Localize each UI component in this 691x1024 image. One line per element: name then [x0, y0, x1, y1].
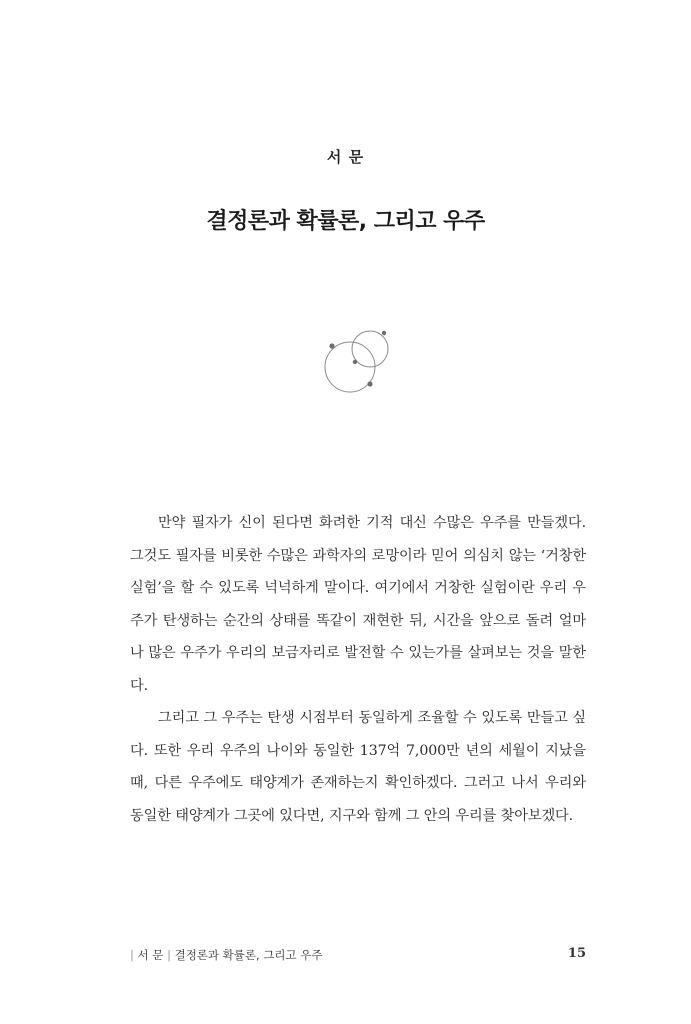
page-number: 15 [567, 946, 586, 961]
ornament-dot [329, 343, 334, 348]
section-label: 서 문 [326, 148, 365, 166]
footer-divider: | [167, 948, 171, 962]
ornament-dot [367, 381, 372, 386]
running-footer [130, 947, 323, 963]
body-text [130, 507, 586, 832]
chapter-title: 결정론과 확률론, 그리고 우주 [206, 209, 485, 234]
footer-divider: | [130, 948, 134, 962]
paragraph: 그리고 그 우주는 탄생 시점부터 동일하게 조율할 수 있도록 만들고 싶다. 또한 우리 우주의 나이와 동일한 137억 7,000만 년의 세월이 지났을 때, 다른 우주에도 태양계가 존재하는지 확인하겠다. 그러고 나서 우리와 동일한 태양계가 그곳에 있다면, 지구와 함께 그 안의 우리를 찾아보겠다. [130, 710, 586, 824]
ornament-circle-small [352, 331, 388, 367]
circles-ornament [318, 322, 394, 396]
footer-chapter-title: 결정론과 확률론, 그리고 우주 [174, 948, 323, 962]
ornament-dot [382, 331, 386, 335]
ornament-dot [353, 360, 357, 364]
footer-section-label: 서 문 [137, 948, 164, 962]
paragraph: 만약 필자가 신이 된다면 화려한 기적 대신 수많은 우주를 만들겠다. 그것도 필자를 비롯한 수많은 과학자의 로망이라 믿어 의심치 않는 ‘거창한 실험’을 할 수 있도록 넉넉하게 말이다. 여기에서 거창한 실험이란 우리 우주가 탄생하는 순간의 상태를 똑같이 재현한 뒤, 시간을 앞으로 돌려 얼마나 많은 우주가 우리의 보금자리로 발전할 수 있는가를 살펴보는 것을 말한다. [130, 515, 586, 694]
